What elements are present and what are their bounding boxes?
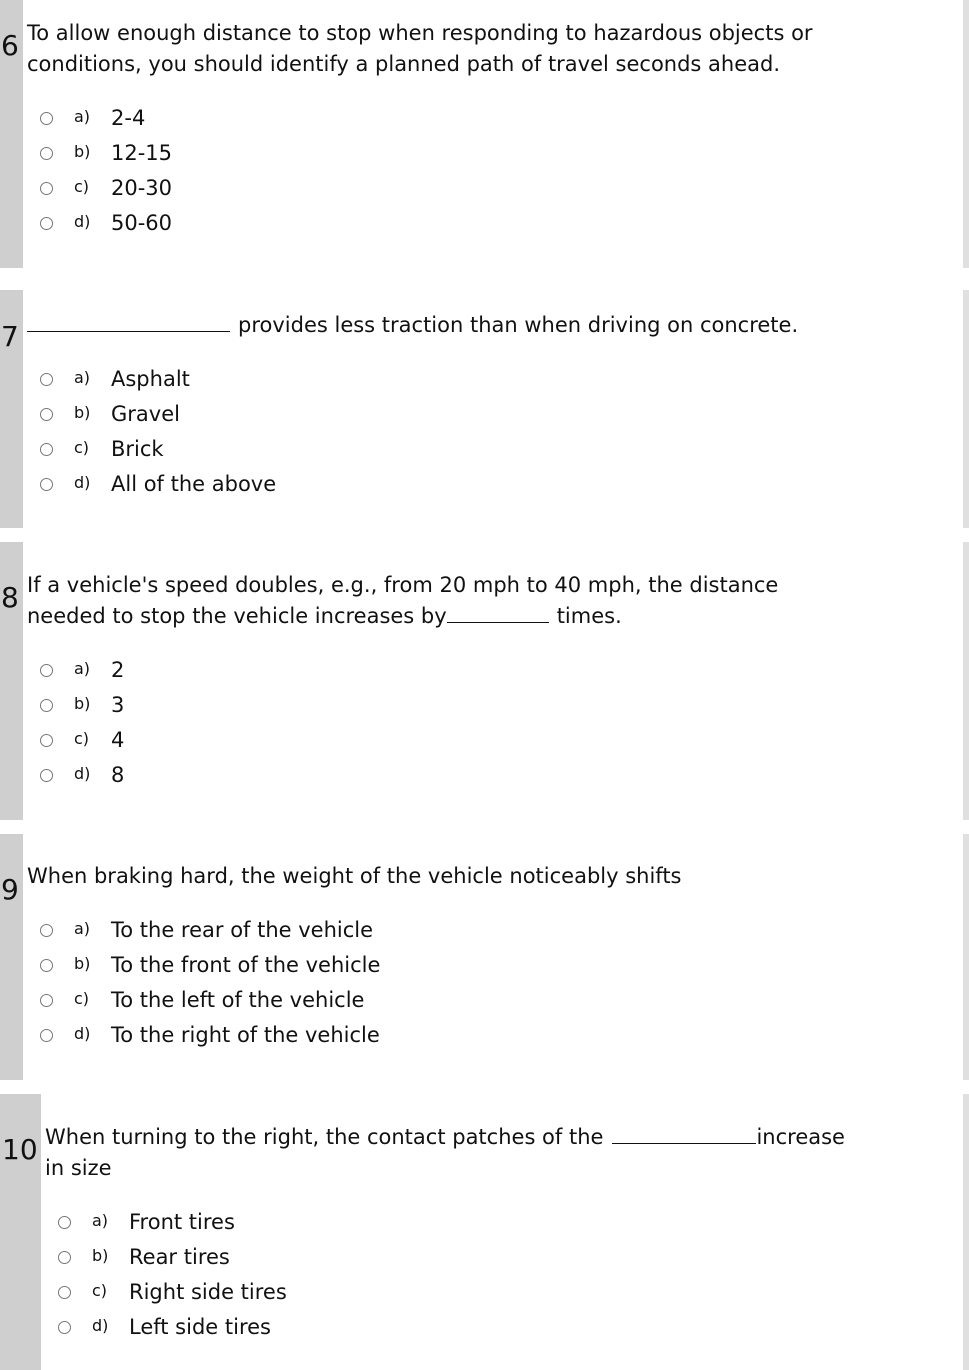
option-letter: d) (74, 764, 91, 783)
radio-button[interactable] (40, 924, 53, 937)
radio-button[interactable] (40, 1029, 53, 1042)
radio-button[interactable] (40, 112, 53, 125)
question-number: 6 (1, 29, 19, 62)
question-number: 9 (1, 873, 19, 906)
question-text-line: in size (45, 1156, 112, 1180)
option-text: 3 (111, 693, 125, 717)
question-7 (0, 290, 969, 528)
radio-button[interactable] (40, 994, 53, 1007)
option-text: All of the above (111, 472, 277, 496)
option-text: Gravel (111, 402, 180, 426)
option-letter: c) (74, 177, 90, 196)
answer-blank (612, 1123, 756, 1144)
radio-button[interactable] (58, 1321, 71, 1334)
question-number: 8 (1, 581, 19, 614)
option-text: Rear tires (129, 1245, 230, 1269)
option-letter: c) (74, 989, 90, 1008)
question-text (45, 1122, 929, 1184)
option-text: Front tires (129, 1210, 235, 1234)
question-text-line: provides less traction than when driving on concrete. (238, 313, 799, 337)
radio-button[interactable] (58, 1251, 71, 1264)
option-letter: a) (92, 1211, 109, 1230)
question-6 (0, 0, 969, 268)
answer-blank (27, 311, 230, 332)
radio-button[interactable] (40, 408, 53, 421)
question-text-line: If a vehicle's speed doubles, e.g., from 20 mph to 40 mph, the distance (27, 573, 779, 597)
page-edge (963, 834, 969, 1080)
question-sidebar (0, 834, 23, 1080)
option-text: To the left of the vehicle (111, 988, 365, 1012)
radio-button[interactable] (40, 182, 53, 195)
option-letter: d) (74, 473, 91, 492)
option-letter: b) (74, 694, 91, 713)
option-text: Asphalt (111, 367, 190, 391)
question-number: 10 (2, 1133, 38, 1166)
radio-button[interactable] (40, 959, 53, 972)
option-letter: b) (74, 954, 91, 973)
radio-button[interactable] (40, 217, 53, 230)
option-text: To the front of the vehicle (111, 953, 381, 977)
radio-button[interactable] (40, 664, 53, 677)
question-number: 7 (1, 320, 19, 353)
page-edge (963, 290, 969, 528)
radio-button[interactable] (58, 1216, 71, 1229)
question-text-line: When turning to the right, the contact patches of the (45, 1125, 604, 1149)
question-text (27, 861, 899, 892)
question-text-line: increase (756, 1125, 845, 1149)
option-letter: a) (74, 919, 91, 938)
question-text-line: needed to stop the vehicle increases by (27, 604, 447, 628)
radio-button[interactable] (40, 443, 53, 456)
question-text (27, 310, 899, 341)
radio-button[interactable] (40, 769, 53, 782)
question-text-line: times. (556, 604, 622, 628)
radio-button[interactable] (40, 147, 53, 160)
option-letter: b) (74, 403, 91, 422)
question-8 (0, 542, 969, 820)
option-text: 12-15 (111, 141, 173, 165)
option-text: Brick (111, 437, 164, 461)
option-text: To the rear of the vehicle (111, 918, 374, 942)
option-text: 2-4 (111, 106, 146, 130)
option-letter: d) (92, 1316, 109, 1335)
option-letter: c) (92, 1281, 108, 1300)
question-text-line: When braking hard, the weight of the vehicle noticeably shifts (27, 864, 682, 888)
option-text: To the right of the vehicle (111, 1023, 380, 1047)
page-edge (963, 1094, 969, 1370)
radio-button[interactable] (40, 699, 53, 712)
question-text-line: conditions, you should identify a planned path of travel seconds ahead. (27, 52, 781, 76)
radio-button[interactable] (58, 1286, 71, 1299)
question-text (27, 18, 899, 80)
option-letter: c) (74, 729, 90, 748)
option-text: 4 (111, 728, 125, 752)
page-edge (963, 542, 969, 820)
option-text: Right side tires (129, 1280, 287, 1304)
option-letter: a) (74, 368, 91, 387)
question-text-line: To allow enough distance to stop when responding to hazardous objects or (27, 21, 813, 45)
option-text: 2 (111, 658, 125, 682)
option-letter: d) (74, 1024, 91, 1043)
option-letter: d) (74, 212, 91, 231)
question-10 (0, 1094, 969, 1370)
option-text: 50-60 (111, 211, 173, 235)
option-text: Left side tires (129, 1315, 271, 1339)
option-text: 20-30 (111, 176, 173, 200)
page-edge (963, 0, 969, 268)
option-letter: b) (92, 1246, 109, 1265)
radio-button[interactable] (40, 734, 53, 747)
radio-button[interactable] (40, 478, 53, 491)
option-letter: c) (74, 438, 90, 457)
question-text (27, 570, 899, 632)
answer-blank (447, 602, 549, 623)
option-letter: a) (74, 107, 91, 126)
question-9 (0, 834, 969, 1080)
radio-button[interactable] (40, 373, 53, 386)
option-letter: a) (74, 659, 91, 678)
option-text: 8 (111, 763, 125, 787)
option-letter: b) (74, 142, 91, 161)
